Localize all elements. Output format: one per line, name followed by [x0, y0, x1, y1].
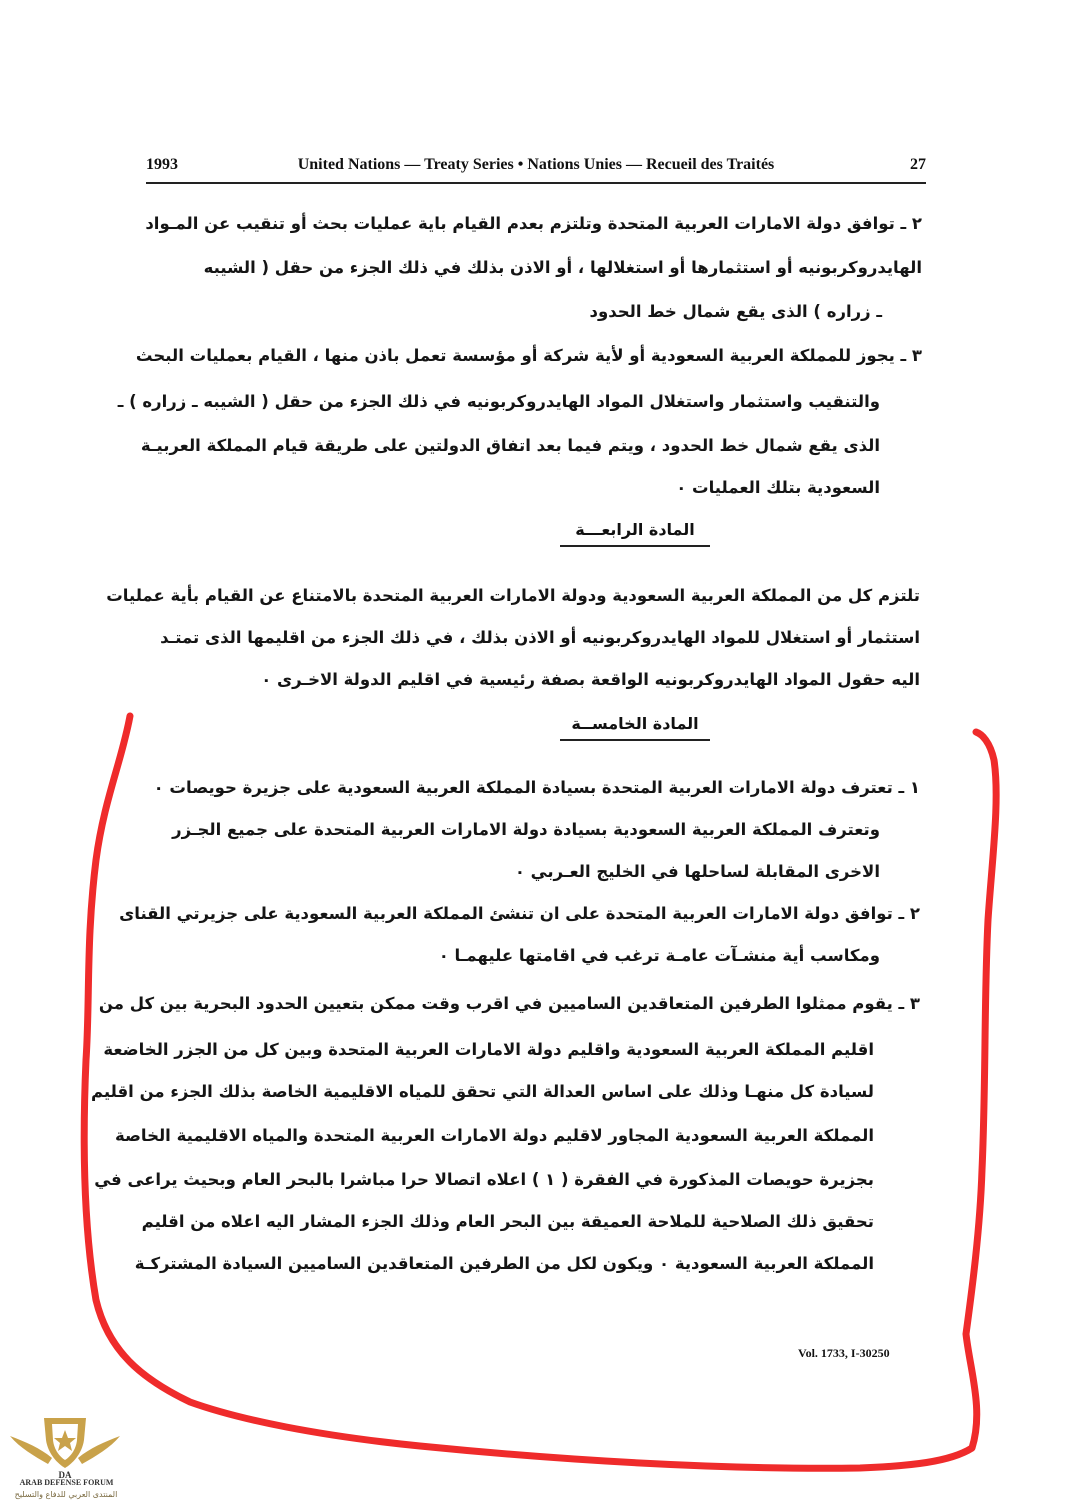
- article5-para1-line3: الاخرى المقابلة لساحلها في الخليج العـربي ٠: [514, 862, 880, 881]
- article4-line3: اليه حقول المواد الهايدروكربونيه الواقعة بصفة رئيسية في اقليم الدولة الاخـرى ٠: [261, 670, 920, 689]
- article5-para3-line5: بجزيرة حويصات المذكورة في الفقرة ( ١ ) اعلاه اتصالا حرا مباشرا بالبحر العام وبحيث يراعى في: [94, 1170, 874, 1189]
- article3-para3-line3: الذى يقع شمال خط الحدود ، ويتم فيما بعد اتفاق الدولتين على طريقة قيام المملكة العربيـة: [140, 436, 880, 455]
- logo-text-english: ARAB DEFENSE FORUM: [19, 1478, 114, 1487]
- article-five-heading: المادة الخامســة: [560, 714, 710, 741]
- article3-para2-line2: الهايدروكربونيه أو استثمارها أو استغلالها ، أو الاذن بذلك في ذلك الجزء من حقل ( الشيبه: [203, 258, 922, 277]
- article3-para3-line1: ٣ ـ يجوز للمملكة العربية السعودية أو لأية شركة أو مؤسسة تعمل باذن منها ، القيام بعمليات البحث: [135, 346, 922, 365]
- logo-emblem-letters: DA: [58, 1470, 72, 1480]
- article5-para3-line6: تحقيق ذلك الصلاحية للملاحة العميقة بين البحر العام وذلك الجزء المشار اليه اعلاه من اقليم: [141, 1212, 874, 1231]
- article4-line1: تلتزم كل من المملكة العربية السعودية ودولة الامارات العربية المتحدة بالامتناع عن القيام بأية عمليات: [106, 586, 920, 605]
- logo-left-wing: [10, 1436, 52, 1464]
- logo-right-wing: [78, 1436, 120, 1464]
- article3-para3-line2: والتنقيب واستثمار واستغلال المواد الهايدروكربونيه في ذلك الجزء من حقل ( الشيبه ـ زراره ) ـ: [117, 392, 880, 411]
- red-annotation-stroke: [84, 716, 996, 1468]
- volume-reference: Vol. 1733, I-30250: [798, 1346, 890, 1360]
- article5-para3-line7: المملكة العربية السعودية ٠ ويكون لكل من الطرفين المتعاقدين الساميين السيادة المشتركـة: [134, 1254, 874, 1273]
- article3-para2-line3: ـ زراره ) الذى يقع شمال خط الحدود: [589, 302, 882, 321]
- article5-para3-line4: المملكة العربية السعودية المجاور لاقليم دولة الامارات العربية المتحدة والمياه الاقليمية الخاصة: [114, 1126, 874, 1145]
- article5-para2-line2: ومكاسب أية منشـآت عامـة ترغب في اقامتها عليهمـا ٠: [438, 946, 880, 965]
- article5-para2-line1: ٢ ـ توافق دولة الامارات العربية المتحدة على ان تنشئ المملكة العربية السعودية على جزيرتي القناى: [119, 904, 920, 923]
- article4-line2: استثمار أو استغلال للمواد الهايدروكربونيه أو الاذن بذلك ، في ذلك الجزء من اقليمها الذى تمتـد: [160, 628, 920, 647]
- article3-para2-line1: ٢ ـ توافق دولة الامارات العربية المتحدة وتلتزم بعدم القيام باية عمليات بحث أو تنقيب عن المـواد: [145, 214, 922, 233]
- article5-para3-line2: اقليم المملكة العربية السعودية واقليم دولة الامارات العربية المتحدة وبين كل من الجزر الخاضعة: [103, 1040, 874, 1059]
- header-page-number: 27: [910, 156, 926, 173]
- article-four-heading: المادة الرابعـــة: [560, 520, 710, 547]
- header-year: 1993: [146, 156, 178, 173]
- header-series: United Nations — Treaty Series • Nations Unies — Recueil des Traités: [297, 156, 775, 173]
- article5-para1-line2: وتعترف المملكة العربية السعودية بسيادة دولة الامارات العربية المتحدة على جميع الجـزر: [172, 820, 880, 839]
- article3-para3-line4: السعودية بتلك العمليات ٠: [676, 478, 880, 497]
- article5-para3-line1: ٣ ـ يقوم ممثلوا الطرفين المتعاقدين الساميين في اقرب وقت ممكن بتعيين الحدود البحرية بين كل من: [98, 994, 920, 1013]
- article5-para1-line1: ١ ـ تعترف دولة الامارات العربية المتحدة بسيادة المملكة العربية السعودية على جزيرة حويصات ٠: [153, 778, 920, 797]
- logo-text-arabic: المنتدى العربي للدفاع والتسليح: [14, 1490, 118, 1499]
- article5-para3-line3: لسيادة كل منهـا وذلك على اساس العدالة التي تحقق للمياه الاقليمية الخاصة بذلك الجزء من اقليم: [90, 1082, 874, 1101]
